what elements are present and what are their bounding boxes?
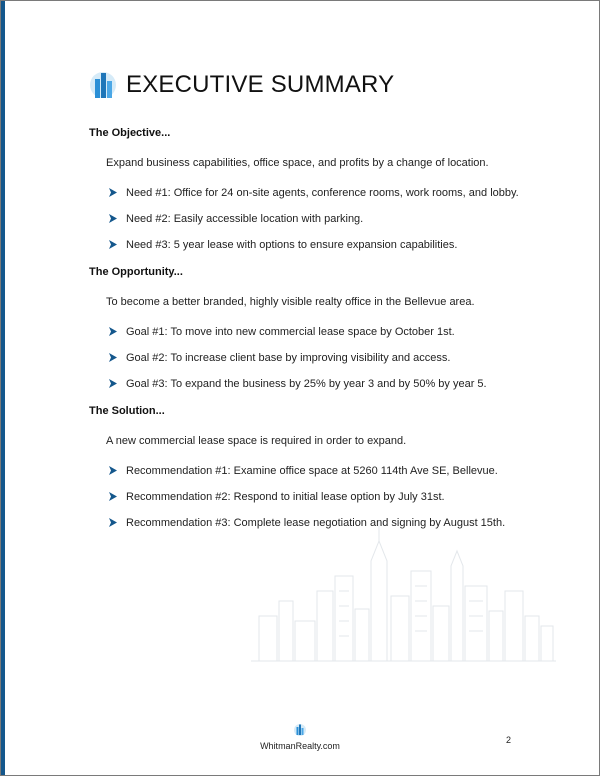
page-title: EXECUTIVE SUMMARY xyxy=(126,71,395,98)
section-solution xyxy=(89,405,559,529)
arrow-bullet-icon xyxy=(109,353,117,362)
list-item xyxy=(89,351,559,364)
arrow-bullet-icon xyxy=(109,518,117,527)
footer-website: WhitmanRealty.com xyxy=(260,741,340,751)
list-item xyxy=(89,186,559,199)
building-logo-icon xyxy=(294,723,306,737)
bullet-text: Need #1: Office for 24 on-site agents, conference rooms, work rooms, and lobby. xyxy=(126,186,519,199)
section-heading: The Objective... xyxy=(89,127,171,139)
list-item xyxy=(89,464,559,477)
list-item xyxy=(89,238,559,251)
section-heading: The Opportunity... xyxy=(89,266,183,278)
list-item xyxy=(89,212,559,225)
list-item xyxy=(89,377,559,390)
bullet-text: Goal #2: To increase client base by improving visibility and access. xyxy=(126,351,451,364)
bullet-text: Need #3: 5 year lease with options to ensure expansion capabilities. xyxy=(126,238,458,251)
section-intro: To become a better branded, highly visible realty office in the Bellevue area. xyxy=(106,296,475,308)
arrow-bullet-icon xyxy=(109,188,117,197)
arrow-bullet-icon xyxy=(109,214,117,223)
section-opportunity xyxy=(89,266,559,390)
list-item xyxy=(89,516,559,529)
summary-content xyxy=(89,127,559,544)
section-objective xyxy=(89,127,559,251)
bullet-text: Recommendation #1: Examine office space at 5260 114th Ave SE, Bellevue. xyxy=(126,464,498,477)
building-logo-icon xyxy=(89,69,117,101)
bullet-text: Need #2: Easily accessible location with parking. xyxy=(126,212,364,225)
page-header xyxy=(89,69,394,101)
bullet-list xyxy=(89,464,559,529)
left-accent-bar xyxy=(1,1,5,775)
page-number: 2 xyxy=(506,735,512,745)
arrow-bullet-icon xyxy=(109,466,117,475)
section-intro: A new commercial lease space is required in order to expand. xyxy=(106,435,407,447)
arrow-bullet-icon xyxy=(109,379,117,388)
arrow-bullet-icon xyxy=(109,240,117,249)
bullet-list xyxy=(89,325,559,390)
bullet-list xyxy=(89,186,559,251)
section-heading: The Solution... xyxy=(89,405,165,417)
arrow-bullet-icon xyxy=(109,492,117,501)
bullet-text: Recommendation #2: Respond to initial lease option by July 31st. xyxy=(126,490,445,503)
bullet-text: Recommendation #3: Complete lease negotiation and signing by August 15th. xyxy=(126,516,506,529)
arrow-bullet-icon xyxy=(109,327,117,336)
list-item xyxy=(89,325,559,338)
bullet-text: Goal #3: To expand the business by 25% by year 3 and by 50% by year 5. xyxy=(126,377,487,390)
bullet-text: Goal #1: To move into new commercial lease space by October 1st. xyxy=(126,325,455,338)
section-intro: Expand business capabilities, office space, and profits by a change of location. xyxy=(106,157,489,169)
list-item xyxy=(89,490,559,503)
